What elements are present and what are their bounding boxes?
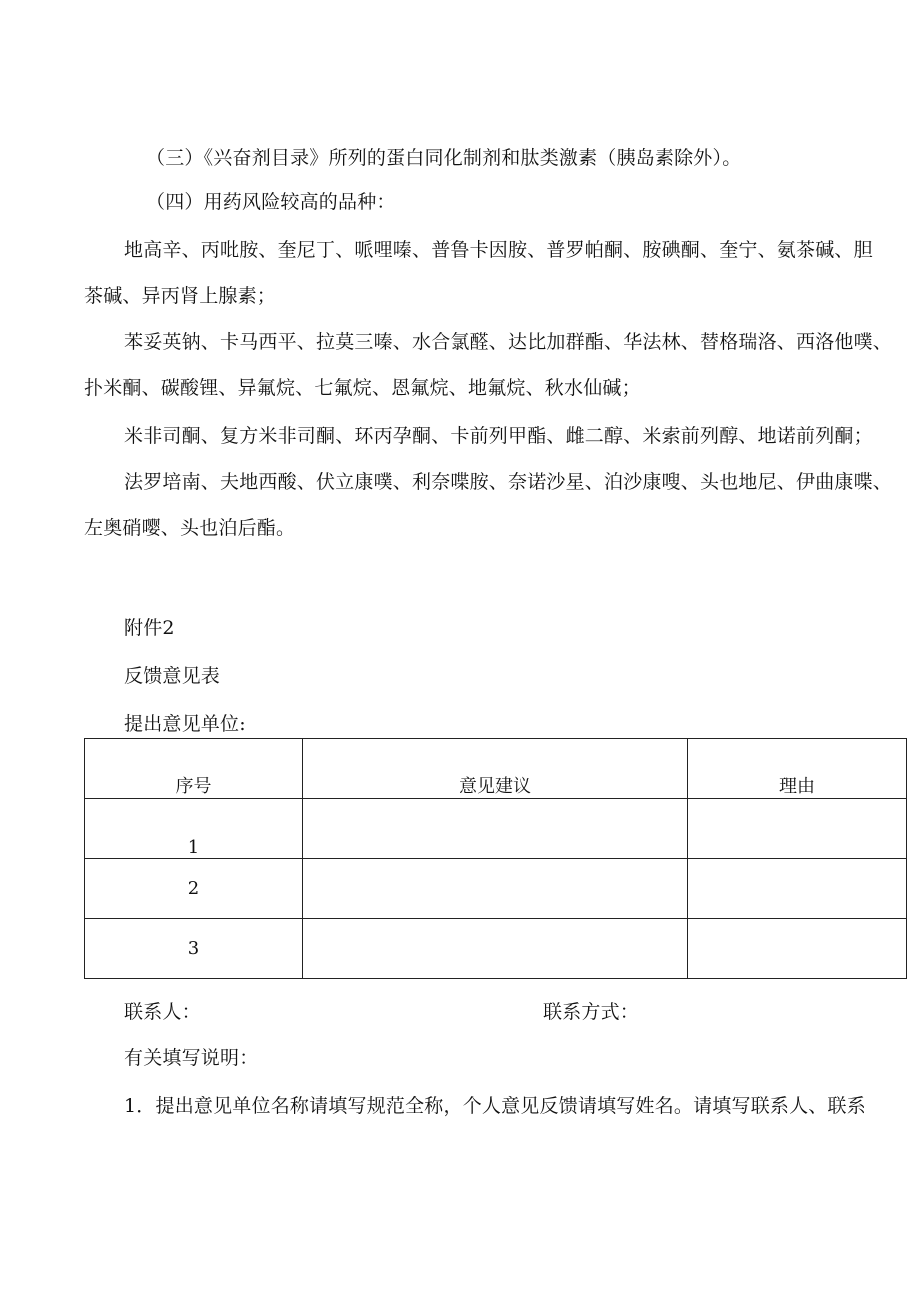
row-suggestion-cell[interactable]	[303, 799, 688, 859]
drug-list-2-line-1: 苯妥英钠、卡马西平、拉莫三嗪、水合氯醛、达比加群酯、华法林、替格瑞洛、西洛他噗、	[124, 331, 893, 353]
contact-person-label: 联系人：	[124, 1001, 201, 1023]
table-row	[85, 859, 907, 919]
paragraph-item-3: （三）《兴奋剂目录》所列的蛋白同化制剂和肽类激素（胰岛素除外）。	[146, 147, 742, 169]
form-title: 反馈意见表	[124, 665, 221, 687]
drug-list-4-line-2: 左奥硝嘤、头也泊后酯。	[84, 517, 296, 539]
row-serial-number: 1	[85, 799, 303, 859]
drug-list-2-line-2: 扑米酮、碳酸锂、异氟烷、七氟烷、恩氟烷、地氟烷、秋水仙碱；	[84, 377, 641, 399]
row-serial-number: 2	[85, 859, 303, 919]
instructions-heading: 有关填写说明：	[124, 1047, 259, 1069]
header-serial-number: 序号	[85, 739, 303, 799]
table-row	[85, 799, 907, 859]
drug-list-4-line-1: 法罗培南、夫地西酸、伏立康噗、利奈喋胺、奈诺沙星、泊沙康嗖、头也地尼、伊曲康喋、	[124, 471, 893, 493]
row-reason-cell[interactable]	[688, 859, 907, 919]
drug-list-1-line-1: 地高辛、丙吡胺、奎尼丁、哌哩嗪、普鲁卡因胺、普罗帕酮、胺碘酮、奎宁、氨茶碱、胆	[124, 239, 873, 261]
header-reason: 理由	[688, 739, 907, 799]
contact-method-label: 联系方式：	[543, 1001, 640, 1023]
attachment-label: 附件2	[124, 617, 175, 639]
row-suggestion-cell[interactable]	[303, 919, 688, 979]
table-row	[85, 919, 907, 979]
row-serial-number: 3	[85, 919, 303, 979]
row-reason-cell[interactable]	[688, 919, 907, 979]
instruction-item-1: 1．提出意见单位名称请填写规范全称，个人意见反馈请填写姓名。请填写联系人、联系	[124, 1095, 866, 1117]
row-reason-cell[interactable]	[688, 799, 907, 859]
drug-list-3-line-1: 米非司酮、复方米非司酮、环丙孕酮、卡前列甲酯、雌二醇、米索前列醇、地诺前列酮；	[124, 425, 873, 447]
drug-list-1-line-2: 茶碱、异丙肾上腺素；	[84, 285, 277, 307]
row-suggestion-cell[interactable]	[303, 859, 688, 919]
header-suggestion: 意见建议	[303, 739, 688, 799]
submitting-unit-label: 提出意见单位:	[124, 713, 246, 735]
paragraph-item-4: （四）用药风险较高的品种：	[146, 191, 396, 213]
table-header-row	[85, 739, 907, 799]
feedback-table	[84, 738, 907, 979]
